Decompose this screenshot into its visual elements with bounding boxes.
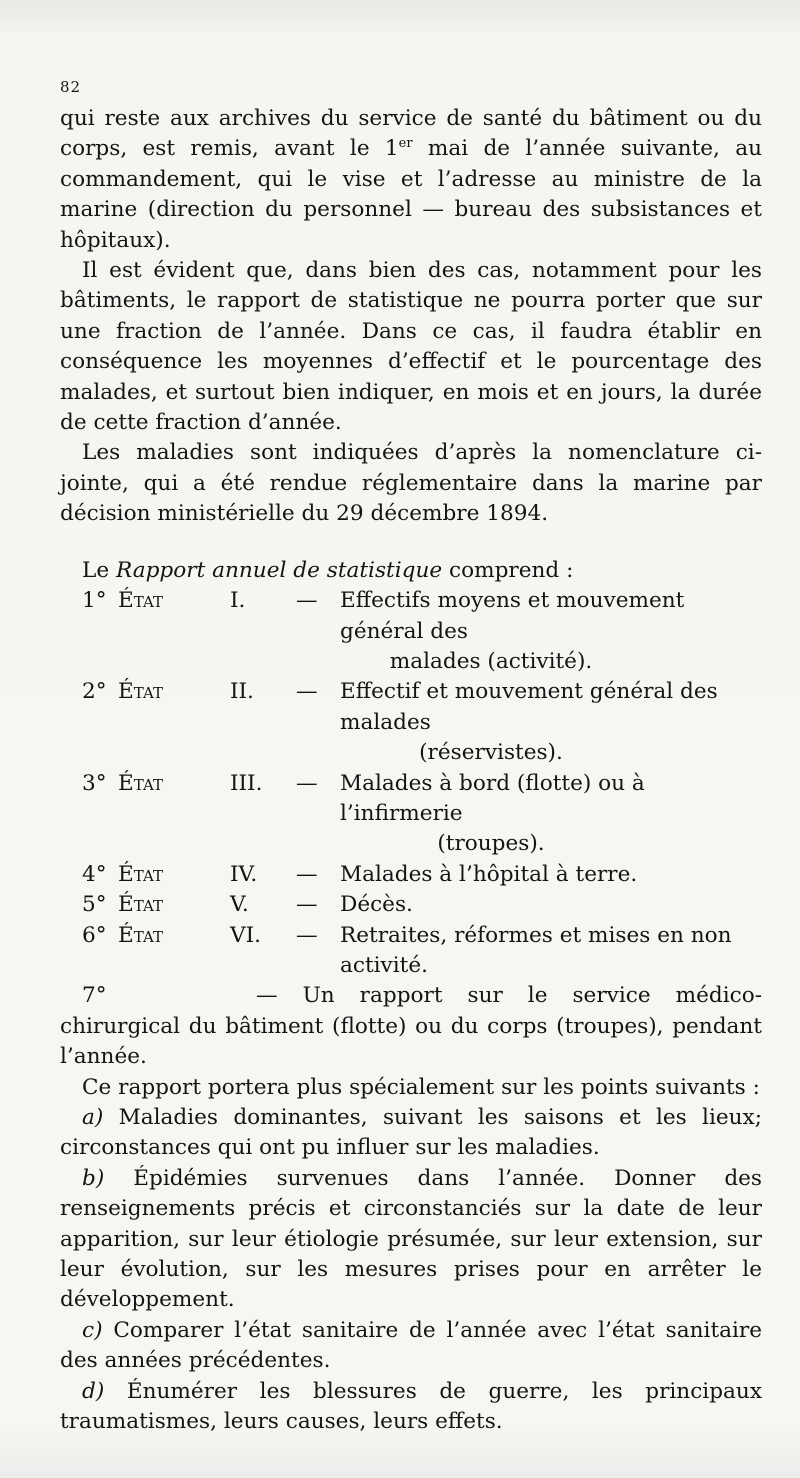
etat-roman: IV. [230,861,258,887]
etat-label: État [118,588,163,614]
point-item [60,1316,762,1377]
etat-dash: — [296,679,318,705]
etat-dash: — [296,770,318,796]
etat-roman: I. [230,588,246,614]
paragraph-nomenclature: Les maladies sont indiquées d’après la nomenclature ci-jointe, qui a été rendue réglementaire dans la marine par décision ministérielle du 29 décembre 1894. [60,440,762,527]
etat-label: État [118,861,163,887]
paragraph-archives-text: qui reste aux archives du service de santé du bâtiment ou du corps, est remis, avant le 1 [60,106,762,162]
etat-line1: Effectif et mouvement général des malades [340,679,718,735]
etat-label: État [118,770,163,796]
etat-dash: — [296,588,318,614]
point-item [60,1103,762,1164]
point-letter: c) [82,1317,103,1343]
point-letter: b) [82,1165,105,1191]
intro-le: Le [82,557,116,583]
etat-item [60,769,762,860]
etat-dash: — [296,922,318,948]
etat-line1: Malades à bord (flotte) ou à l’infirmerie [340,770,645,826]
etat-dash: — [296,892,318,918]
intro-rest: comprend : [442,557,574,583]
item-7-rapport-medico-chirurgical [60,981,762,1072]
paragraph-archives [60,104,762,256]
page-body [60,104,762,1437]
etat-description [340,677,762,768]
etat-description [340,586,762,677]
etat-roman: II. [230,679,254,705]
etat-number: 2° [82,679,107,705]
paragraph-fraction-annee: Il est évident que, dans bien des cas, notamment pour les bâtiments, le rapport de statistique ne pourra porter que sur une fraction de l’année. Dans ce cas, il faudra établir en conséquence les moyennes d’effectif et le pourcentage des malades, et surtout bien indiquer, en mois et en jours, la durée de cette fraction d’année. [60,258,762,436]
point-letter: d) [82,1378,105,1404]
etat-item [60,921,762,982]
point-text: Énumérer les blessures de guerre, les principaux traumatismes, leurs causes, leurs effets. [60,1378,762,1435]
point-text: Comparer l’état sanitaire de l’année avec l’état sanitaire des années précédentes. [60,1317,762,1374]
etat-dash: — [296,861,318,887]
etat-number: 5° [82,892,107,918]
etat-number: 3° [82,770,107,796]
page-number: 82 [60,78,82,96]
etat-item [60,860,762,890]
point-item [60,1164,762,1316]
paragraph-archives-text-rest: mai de l’année suivante, au commandement, qui le vise et l’adresse au ministre de la marine (direction du personnel — bureau des subsistances et hôpitaux). [60,136,762,253]
item-7-text: — Un rapport sur le service médico-chirurgical du bâtiment (flotte) ou du corps (troupes), pendant l’année. [60,983,762,1070]
etat-number: 6° [82,922,107,948]
etat-description: Retraites, réformes et mises en non activité. [340,922,732,978]
etat-line1: Effectifs moyens et mouvement général des [340,588,685,644]
etats-list [60,586,762,981]
point-text: Maladies dominantes, suivant les saisons et les lieux; circonstances qui ont pu influer sur les maladies. [60,1105,762,1161]
superscript-er: er [398,136,413,152]
etat-label: État [118,679,163,705]
etat-description [340,769,762,860]
rapport-title-italic: Rapport annuel de statistique [115,557,443,583]
etat-number: 1° [82,588,107,614]
etat-item [60,677,762,768]
point-letter: a) [82,1105,104,1130]
item-7-number: 7° [82,983,107,1009]
etat-line2: (réservistes). [419,740,563,766]
etat-label: État [118,922,163,948]
etat-roman: VI. [230,922,261,948]
etat-description: Malades à l’hôpital à terre. [340,861,638,887]
etat-line2: (troupes). [437,831,545,857]
paragraph-rapport-intro [60,556,762,586]
etat-line2: malades (activité). [389,648,593,674]
etat-roman: V. [230,892,249,918]
etat-label: État [118,892,163,918]
etat-description: Décès. [340,892,413,918]
point-item [60,1377,762,1438]
paragraph-points-intro: Ce rapport portera plus spécialement sur les points suivants : [82,1074,760,1100]
etat-item [60,890,762,920]
etat-number: 4° [82,861,107,887]
etat-roman: III. [230,770,263,796]
etat-item [60,586,762,677]
point-text: Épidémies survenues dans l’année. Donner des renseignements précis et circonstanciés sur la date de leur apparition, sur leur étiologie présumée, sur leur extension, sur leur évolution, sur les mesures prises pour en arrêter le développement. [60,1165,762,1313]
